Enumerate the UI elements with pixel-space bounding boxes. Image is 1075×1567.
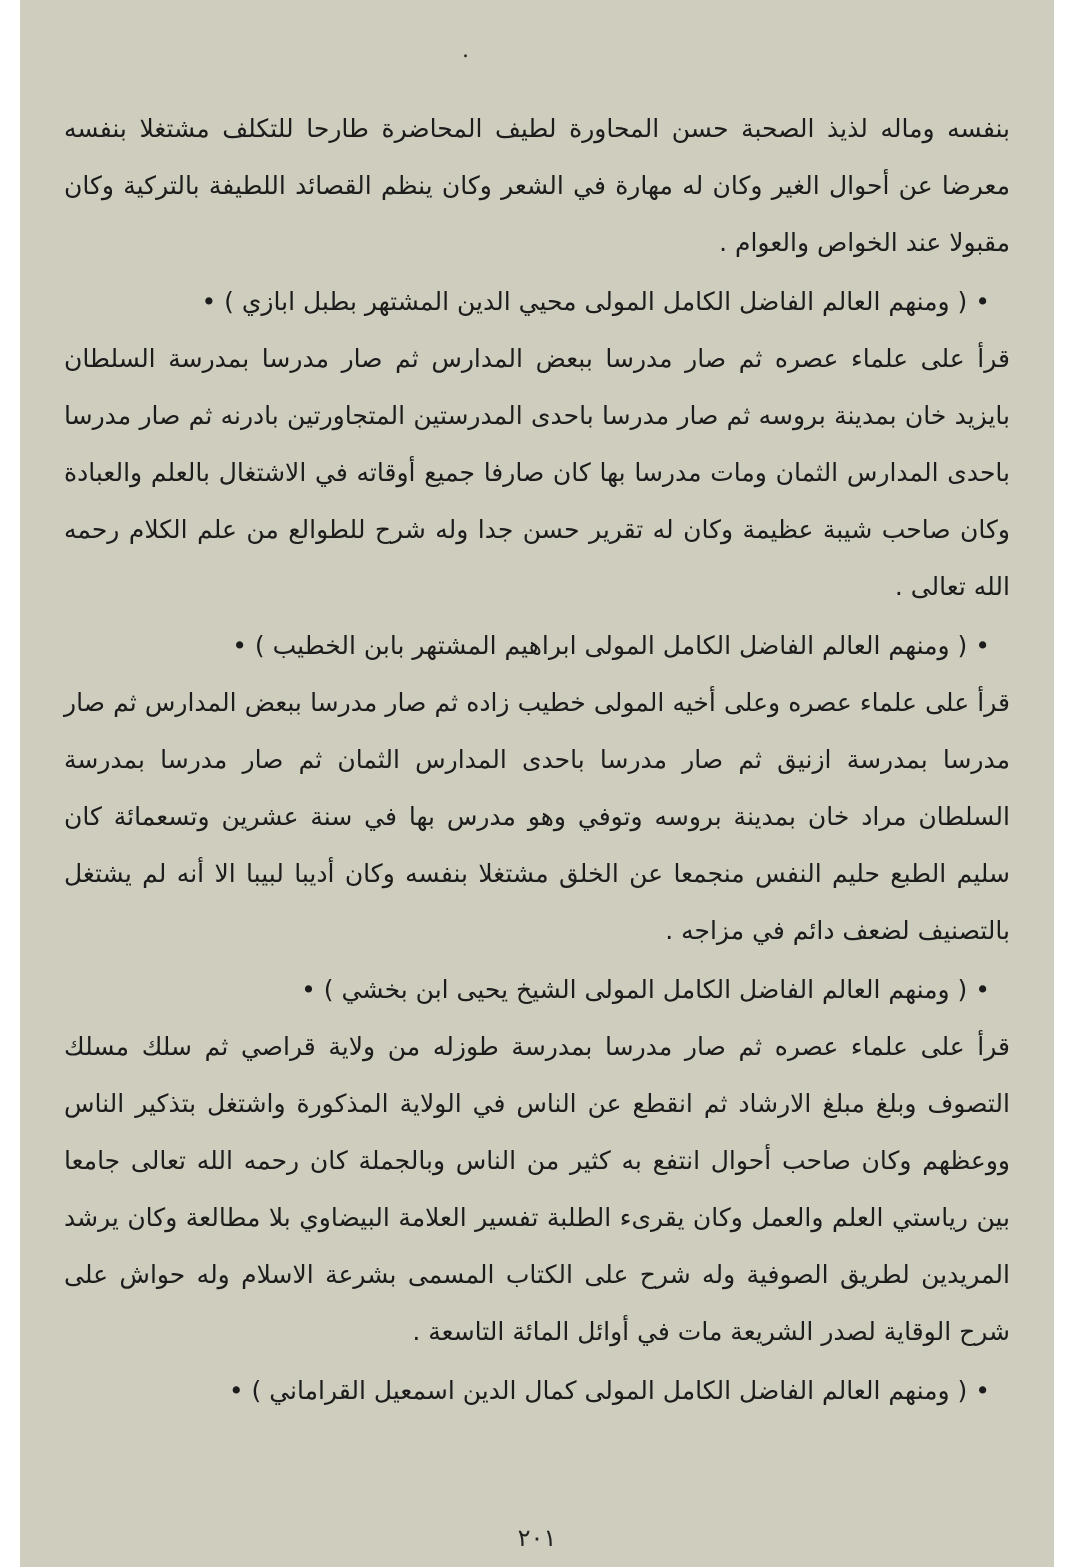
entry-heading-tabl-abazi: • ( ومنهم العالم الفاضل الكامل المولى محيي الدين المشتهر بطبل ابازي ) • [201,287,990,316]
entry-heading-ibn-al-khatib: • ( ومنهم العالم الفاضل الكامل المولى ابراهيم المشتهر بابن الخطيب ) • [232,631,990,660]
top-mark: . [462,38,469,63]
paragraph-continuation: بنفسه وماله لذيذ الصحبة حسن المحاورة لطيف المحاضرة طارحا للتكلف مشتغلا بنفسه معرضا عن أحوال الغير وكان له مهارة في الشعر وكان ينظم القصائد اللطيفة بالتركية وكان مقبولا عند الخواص والعوام . [64,114,1010,257]
paragraph-tabl-abazi: قرأ على علماء عصره ثم صار مدرسا ببعض المدارس ثم صار مدرسا بمدرسة السلطان بايزيد خان بمدينة بروسه ثم صار مدرسا باحدى المدرستين المتجاورتين بادرنه ثم صار مدرسا باحدى المدارس الثمان ومات مدرسا بها كان صارفا جميع أوقاته في الاشتغال بالعلم والعبادة وكان صاحب شيبة عظيمة وكان له تقرير حسن جدا وله شرح للطوالع من علم الكلام رحمه الله تعالى . [64,344,1010,601]
book-page [20,0,1054,1567]
page-body [64,100,1010,1419]
entry-heading-kamal-al-din: • ( ومنهم العالم الفاضل الكامل المولى كمال الدين اسمعيل القراماني ) • [228,1376,990,1405]
page-number: ٢٠١ [517,1524,557,1552]
paragraph-ibn-al-khatib: قرأ على علماء عصره وعلى أخيه المولى خطيب زاده ثم صار مدرسا ببعض المدارس ثم صار مدرسا بمدرسة ازنيق ثم صار مدرسا باحدى المدارس الثمان ثم صار مدرسا بمدرسة السلطان مراد خان بمدينة بروسه وتوفي وهو مدرس بها في سنة عشرين وتسعمائة كان سليم الطبع حليم النفس منجمعا عن الخلق مشتغلا بنفسه وكان أديبا لبيبا الا أنه لم يشتغل بالتصنيف لضعف دائم في مزاجه . [64,688,1010,945]
entry-heading-yahya-ibn-bakhshi: • ( ومنهم العالم الفاضل الكامل المولى الشيخ يحيى ابن بخشي ) • [301,975,990,1004]
paragraph-yahya-ibn-bakhshi: قرأ على علماء عصره ثم صار مدرسا بمدرسة طوزله من ولاية قراصي ثم سلك مسلك التصوف وبلغ مبلغ الارشاد ثم انقطع عن الناس في الولاية المذكورة واشتغل بتذكير الناس ووعظهم وكان صاحب أحوال انتفع به كثير من الناس وبالجملة كان رحمه الله تعالى جامعا بين رياستي العلم والعمل وكان يقرىء الطلبة تفسير العلامة البيضاوي بلا مطالعة وكان يرشد المريدين لطريق الصوفية وله شرح على الكتاب المسمى بشرعة الاسلام وله حواش على شرح الوقاية لصدر الشريعة مات في أوائل المائة التاسعة . [64,1032,1010,1346]
